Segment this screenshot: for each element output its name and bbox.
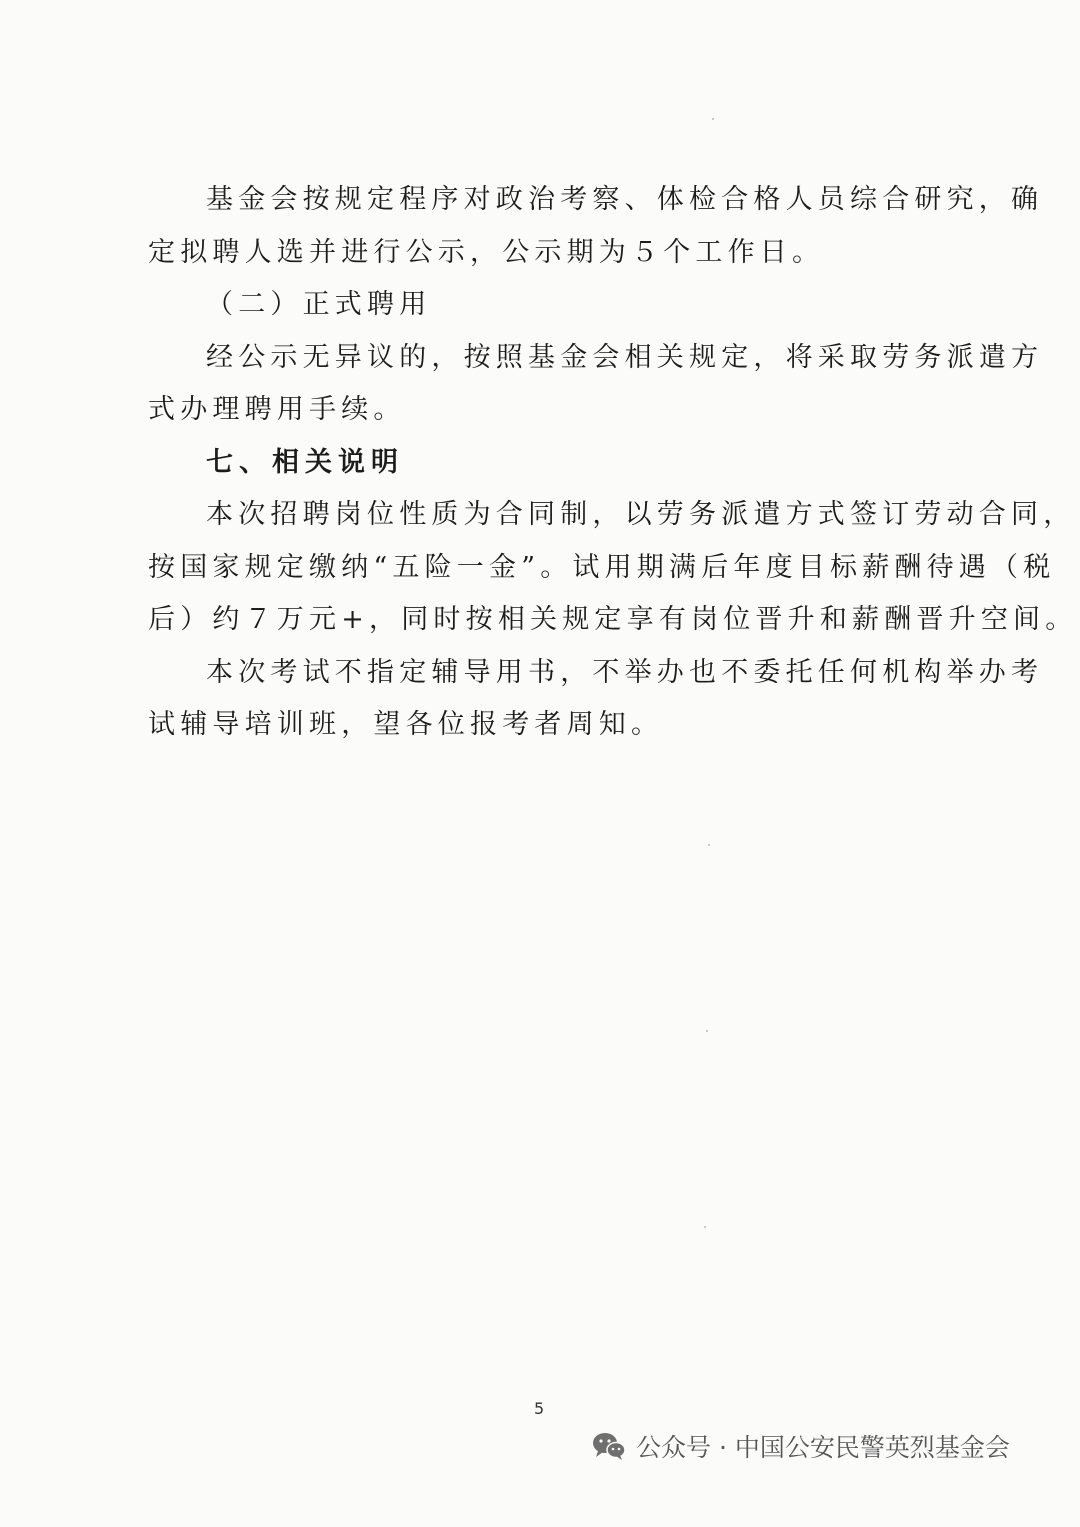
paragraph-line: 本次招聘岗位性质为合同制，以劳务派遣方式签订劳动合同，	[206, 499, 1076, 530]
paragraph-line: 定拟聘人选并进行公示，公示期为５个工作日。	[148, 237, 825, 268]
section-heading: 七、相关说明	[206, 447, 404, 478]
scan-speck	[712, 118, 714, 120]
paragraph-line: 试辅导培训班，望各位报考者周知。	[148, 709, 664, 740]
paragraph-line: 基金会按规定程序对政治考察、体检合格人员综合研究，确	[206, 184, 1044, 215]
paragraph-line: 后）约７万元+，同时按相关规定享有岗位晋升和薪酬晋升空间。	[148, 604, 1078, 635]
paragraph-line: 式办理聘用手续。	[148, 394, 406, 425]
scan-speck	[706, 1030, 708, 1032]
scan-speck	[708, 844, 710, 846]
paragraph-line: 本次考试不指定辅导用书，不举办也不委托任何机构举办考	[206, 657, 1044, 688]
scan-speck	[704, 1226, 706, 1228]
paragraph-line: 经公示无异议的，按照基金会相关规定，将采取劳务派遣方	[206, 342, 1044, 373]
wechat-footer[interactable]	[592, 1428, 1010, 1464]
footer-account-label: 公众号 · 中国公安民警英烈基金会	[636, 1433, 1010, 1462]
subheading: （二）正式聘用	[206, 289, 432, 320]
wechat-icon	[592, 1431, 626, 1461]
page-number: 5	[534, 1399, 545, 1418]
paragraph-line: 按国家规定缴纳“五险一金”。试用期满后年度目标薪酬待遇（税	[148, 552, 1056, 583]
